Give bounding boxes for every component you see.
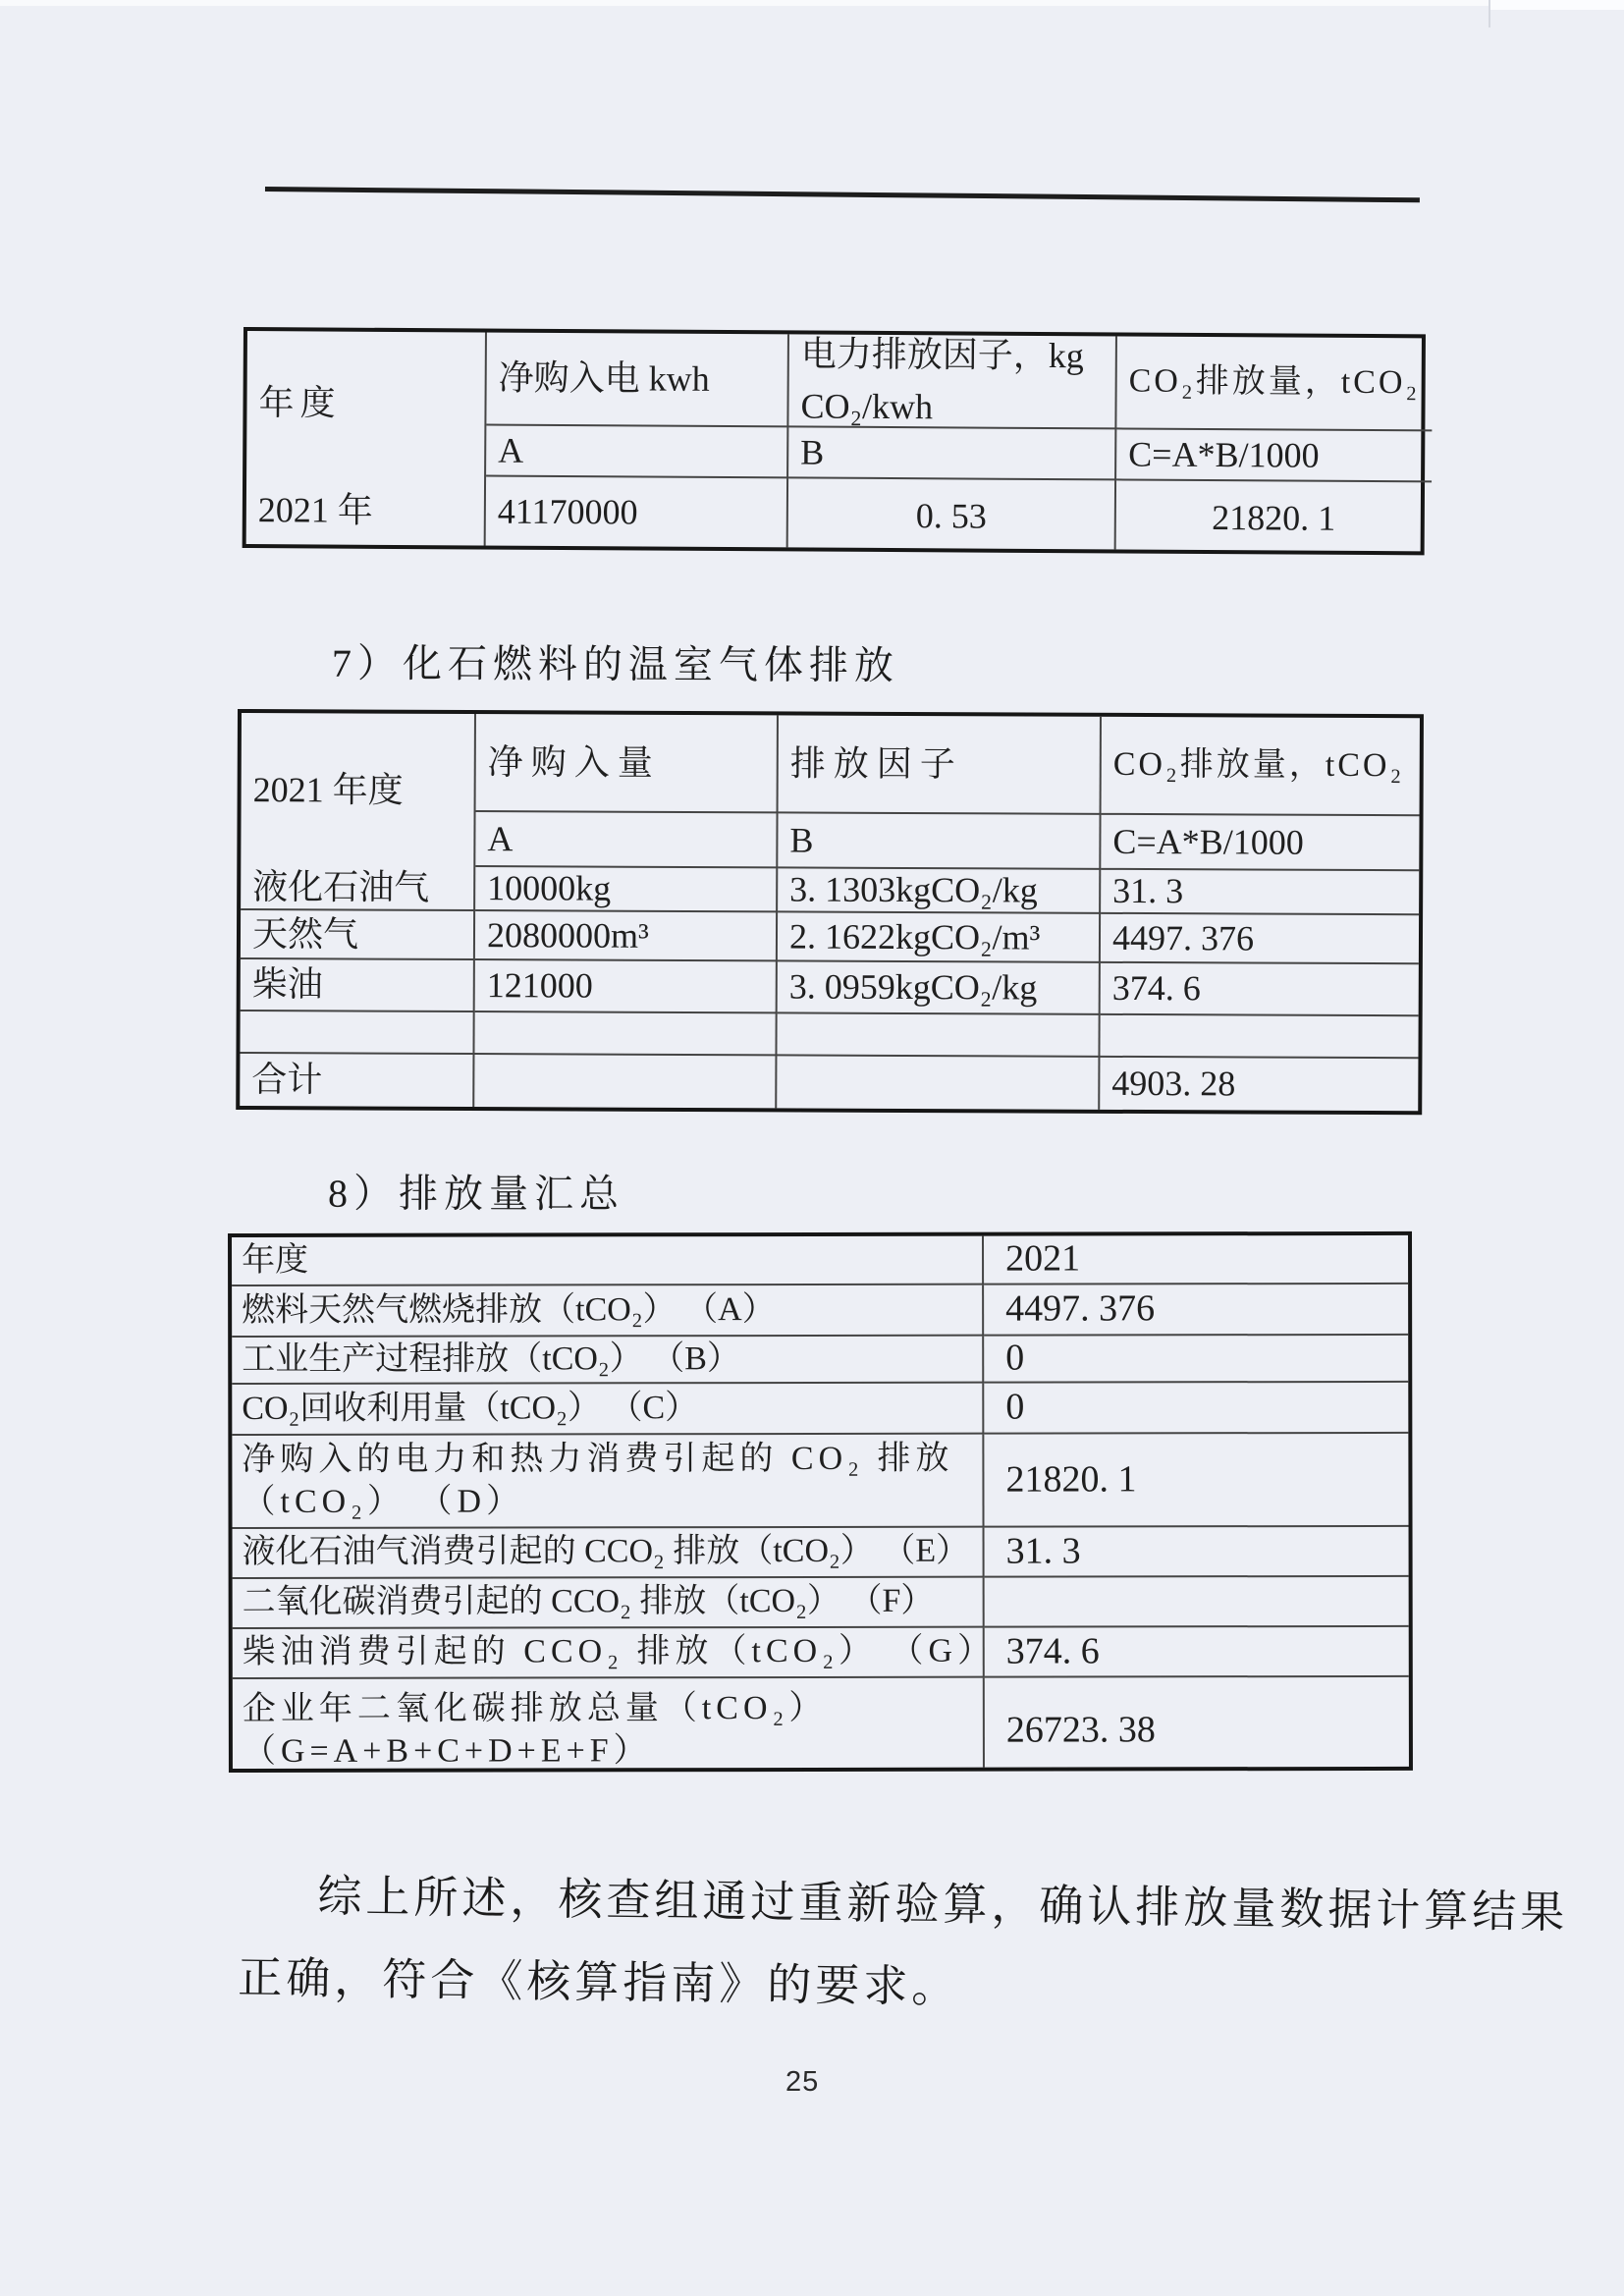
header-cell-co2-emissions: CO₂排放量，tCO₂ [1116, 336, 1432, 431]
subheader-cell-formula: C=A*B/1000 [1101, 815, 1419, 871]
header-cell-year: 年度 [246, 331, 487, 476]
header-cell-purchased-electricity: 净购入电 kwh [486, 333, 789, 428]
row-empty-cell [1100, 1015, 1418, 1059]
row-lpg-factor: 3. 1303kgCO₂/kg [778, 868, 1101, 913]
summary-row-value: 31. 3 [985, 1527, 1409, 1578]
row-natural-gas-amount: 2080000m³ [475, 911, 778, 961]
paragraph-line: 综上所述，核查组通过重新验算，确认排放量数据计算结果 [317, 1872, 1569, 1938]
paragraph-line: 正确，符合《核算指南》的要求。 [238, 1952, 960, 2012]
data-cell-factor: 0. 53 [788, 478, 1116, 549]
header-cell-year: 2021 年度 [241, 713, 476, 867]
row-natural-gas-emissions: 4497. 376 [1101, 914, 1419, 964]
row-empty-cell [474, 1012, 777, 1056]
row-total-emissions: 4903. 28 [1111, 1063, 1236, 1104]
row-lpg-emissions: 31. 3 [1101, 870, 1419, 915]
summary-row-label: 年度 [232, 1236, 984, 1286]
row-natural-gas-name: 天然气 [241, 910, 475, 960]
row-diesel-amount: 121000 [475, 960, 778, 1013]
summary-row-label: 净购入的电力和热力消费引起的 CO₂ 排放 （tCO₂） （D） [232, 1435, 984, 1529]
summary-row-label: CO₂回收利用量（tCO₂） （C） [232, 1384, 984, 1436]
section-7-heading: 7）化石燃料的温室气体排放 [331, 640, 900, 688]
row-diesel-name: 柴油 [241, 959, 475, 1012]
summary-row-value: 0 [984, 1336, 1408, 1384]
summary-row-value: 21820. 1 [984, 1434, 1408, 1528]
summary-row-value [985, 1577, 1409, 1628]
scan-edge-artifact [1489, 0, 1490, 27]
row-empty-cell [240, 1011, 474, 1055]
subheader-cell-b: B [778, 813, 1101, 869]
header-cell-emission-factor: 电力排放因子，kg CO₂/kwh [788, 334, 1117, 429]
summary-row-value: 374. 6 [985, 1627, 1409, 1678]
data-cell-year: 2021 年 [246, 475, 486, 545]
scan-corner-artifact [1490, 0, 1624, 10]
summary-row-label: 燃料天然气燃烧排放（tCO₂） （A） [232, 1285, 984, 1338]
row-diesel-emissions: 374. 6 [1101, 963, 1419, 1016]
row-total-label: 合计 [240, 1054, 474, 1107]
header-cell-emission-factor: 排放因子 [779, 715, 1102, 814]
row-empty-cell [777, 1013, 1100, 1057]
summary-row-label: 柴油消费引起的 CCO₂ 排放（tCO₂） （G） [233, 1628, 985, 1679]
summary-row-value: 26723. 38 [1005, 1708, 1156, 1751]
row-lpg-name: 液化石油气 [241, 866, 475, 911]
emissions-summary-table [228, 1231, 1413, 1773]
subheader-cell-formula: C=A*B/1000 [1116, 429, 1432, 482]
subheader-cell-b: B [788, 427, 1116, 480]
closing-paragraph [238, 1854, 1569, 2035]
page-number: 25 [785, 2066, 820, 2098]
fossil-fuel-emissions-table [236, 709, 1424, 1115]
section-8-heading: 8）排放量汇总 [327, 1171, 625, 1217]
data-cell-emissions: 21820. 1 [1212, 498, 1336, 538]
data-cell-electricity: 41170000 [486, 477, 788, 548]
header-cell-purchased-amount: 净购入量 [476, 714, 779, 813]
subheader-cell-a: A [475, 812, 778, 868]
summary-row-label: 液化石油气消费引起的 CCO₂ 排放（tCO₂） （E） [233, 1528, 985, 1579]
row-total-empty [777, 1056, 1100, 1109]
scan-top-edge [0, 0, 1624, 6]
summary-row-label: 工业生产过程排放（tCO₂） （B） [232, 1337, 984, 1385]
header-cell-co2-emissions: CO₂排放量，tCO₂ [1102, 717, 1420, 816]
summary-row-value: 4497. 376 [984, 1285, 1408, 1337]
row-lpg-amount: 10000kg [475, 867, 778, 912]
electricity-emissions-table [243, 327, 1426, 555]
subheader-cell-a: A [486, 426, 788, 479]
summary-row-label: 企业年二氧化碳排放总量（tCO₂）（G=A+B+C+D+E+F） [233, 1678, 985, 1769]
row-diesel-factor: 3. 0959kgCO₂/kg [778, 961, 1101, 1014]
row-total-empty [474, 1055, 777, 1108]
header-rule [265, 187, 1420, 202]
summary-row-value: 0 [984, 1383, 1408, 1435]
row-natural-gas-factor: 2. 1622kgCO₂/m³ [778, 912, 1101, 962]
summary-row-value: 2021 [984, 1235, 1408, 1285]
summary-row-label: 二氧化碳消费引起的 CCO₂ 排放（tCO₂） （F） [233, 1578, 985, 1629]
